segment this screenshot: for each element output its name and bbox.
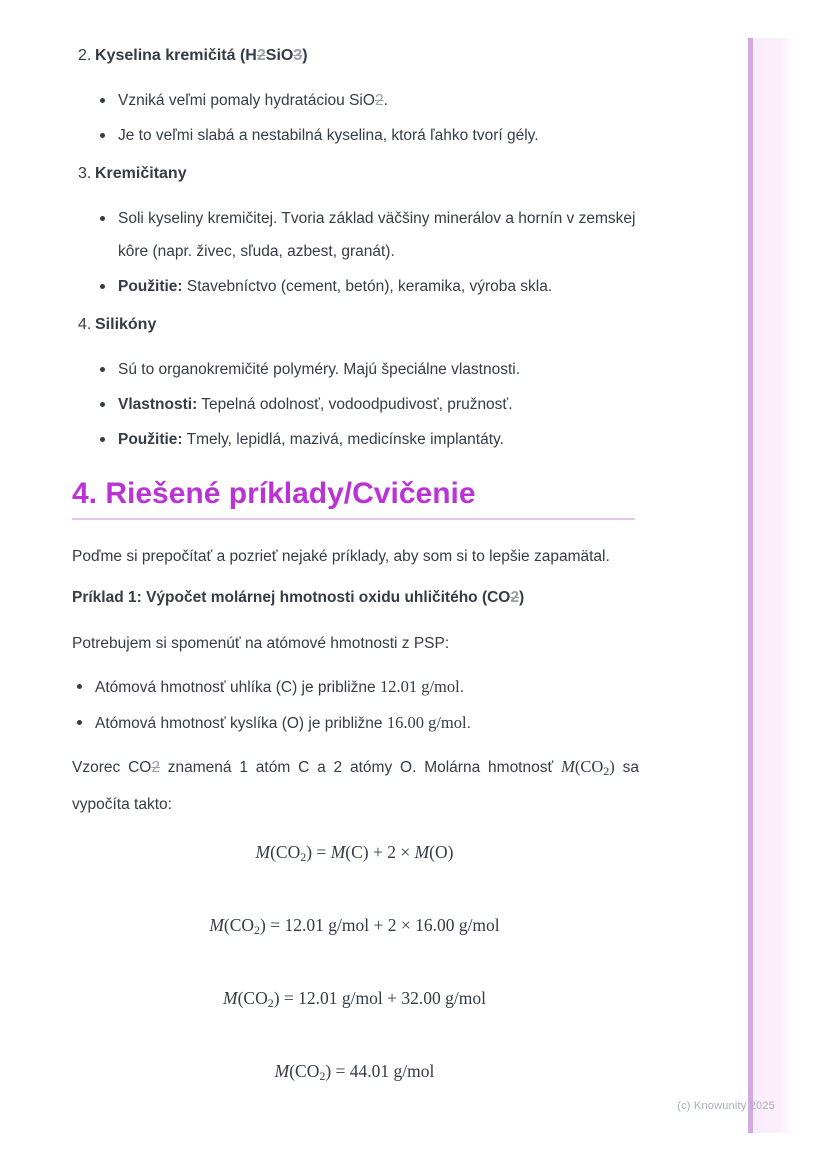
section-title: Kremičitany [95,165,187,182]
bullet-list [95,202,639,303]
intro-paragraph: Poďme si prepočítať a pozrieť nejaké príklady, aby som si to lepšie zapamätal. [72,548,610,565]
section-number: 2. [78,47,92,64]
bullet-item [72,670,639,704]
page-edge-panel [753,38,795,1133]
numbered-section-silikony [72,313,639,458]
section-number: 4. [78,316,92,333]
bullet-list [95,84,639,152]
bullet-text: Atómová hmotnosť uhlíka (C) je približne 12.01 g/mol. [95,677,465,696]
bullet-text: Atómová hmotnosť kyslíka (O) je približne 16.00 g/mol. [95,713,471,732]
chapter-heading: 4. Riešené príklady/Cvičenie [72,477,476,510]
bullet-text: Vzniká veľmi pomaly hydratáciou SiO2. [118,92,388,109]
section-body [95,313,639,458]
bullet-item [95,270,639,303]
bullet-icon [95,84,118,117]
document-content [72,44,639,1089]
bullet-icon [95,270,118,303]
example-intro-paragraph: Potrebujem si spomenúť na atómové hmotnosti z PSP: [72,635,450,652]
section-number: 3. [78,165,92,182]
equation-3: M(CO2) = 12.01 g/mol + 32.00 g/mol [223,988,486,1010]
bullet-text: Sú to organokremičité polyméry. Majú špeciálne vlastnosti. [118,361,521,378]
atomic-mass-list [72,670,639,740]
bullet-icon [95,119,118,152]
bullet-text: Je to veľmi slabá a nestabilná kyselina, ktorá ľahko tvorí gély. [118,127,539,144]
bullet-item [95,353,639,386]
section-title: Kyselina kremičitá (H2SiO3) [95,47,308,64]
bullet-item [72,706,639,740]
numbered-section-kyselina [72,44,639,154]
bullet-text: Soli kyseliny kremičitej. Tvoria základ väčšiny minerálov a hornín v zemskej kôre (napr. živec, sľuda, azbest, granát). [118,210,636,260]
formula-intro-paragraph: Vzorec CO2 znamená 1 atóm C a 2 atómy O. Molárna hmotnosť M(CO2) sa vypočíta takto: [72,757,639,813]
equation-1: M(CO2) = M(C) + 2 × M(O) [255,842,454,864]
section-title: Silikóny [95,316,157,333]
equation-4: M(CO2) = 44.01 g/mol [274,1061,435,1083]
bullet-item [95,388,639,421]
bullet-icon [95,202,118,268]
heading-divider [72,518,635,520]
bullet-item [95,119,639,152]
section-body [95,44,639,154]
copyright-footer: (c) Knowunity 2025 [677,1100,775,1112]
bullet-item [95,84,639,117]
bullet-icon [95,388,118,421]
example-title: Príklad 1: Výpočet molárnej hmotnosti oxidu uhličitého (CO2) [72,589,525,606]
bullet-icon [72,670,95,704]
bullet-item [95,202,639,268]
bullet-text: Použitie: Tmely, lepidlá, mazivá, medicínske implantáty. [118,431,504,448]
section-body [95,162,639,305]
bullet-list [95,353,639,456]
numbered-section-kremicitany [72,162,639,305]
bullet-icon [95,353,118,386]
bullet-text: Vlastnosti: Tepelná odolnosť, vodoodpudivosť, pružnosť. [118,396,513,413]
equation-2: M(CO2) = 12.01 g/mol + 2 × 16.00 g/mol [209,915,500,937]
bullet-item [95,423,639,456]
bullet-icon [95,423,118,456]
bullet-icon [72,706,95,740]
bullet-text: Použitie: Stavebníctvo (cement, betón), keramika, výroba skla. [118,278,553,295]
